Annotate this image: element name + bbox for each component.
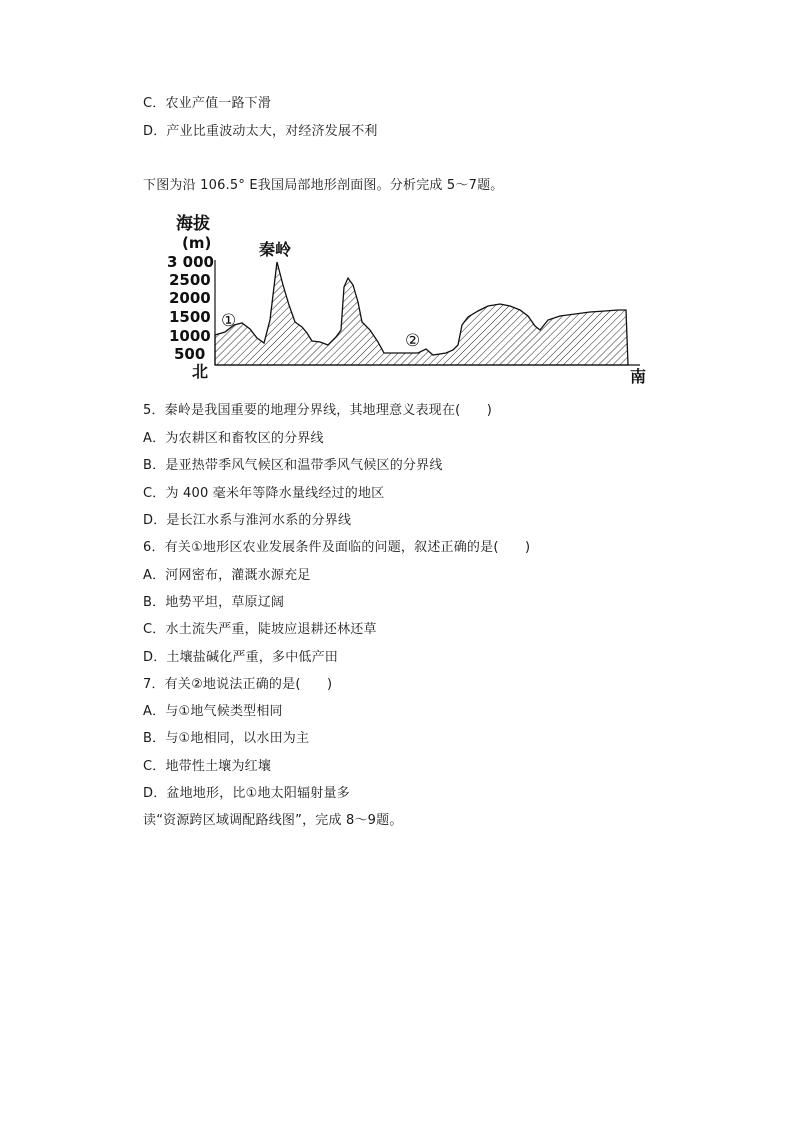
- ytick-500: 500: [174, 345, 206, 363]
- q7-option-b: B．与①地相同，以水田为主: [143, 731, 310, 746]
- next-figure-intro: 读“资源跨区域调配路线图”，完成 8～9题。: [143, 813, 403, 828]
- figure-intro: 下图为沿 106.5° E我国局部地形剖面图。分析完成 5～7题。: [143, 178, 504, 193]
- ytick-2500: 2500: [169, 271, 211, 289]
- question-6-stem: 6．有关①地形区农业发展条件及面临的问题，叙述正确的是( ): [143, 540, 531, 555]
- direction-north: 北: [192, 362, 209, 381]
- q6-option-c: C．水土流失严重，陡坡应退耕还林还草: [143, 622, 377, 637]
- peak-label-qinling: 秦岭: [259, 240, 292, 259]
- ytick-2000: 2000: [169, 289, 211, 307]
- marker-region-2: ②: [405, 331, 421, 351]
- ytick-1500: 1500: [169, 308, 211, 326]
- option-d-prev: D．产业比重波动太大，对经济发展不利: [143, 124, 378, 139]
- q6-option-a: A．河网密布，灌溉水源充足: [143, 568, 311, 583]
- question-7-stem: 7．有关②地说法正确的是( ): [143, 677, 333, 692]
- direction-south: 南: [630, 367, 647, 386]
- ytick-1000: 1000: [169, 327, 211, 345]
- question-5-stem: 5．秦岭是我国重要的地理分界线，其地理意义表现在( ): [143, 403, 493, 418]
- q7-option-c: C．地带性土壤为红壤: [143, 759, 272, 774]
- q5-option-c: C．为 400 毫米年等降水量线经过的地区: [143, 486, 385, 501]
- terrain-profile-figure: [150, 205, 670, 390]
- q6-option-b: B．地势平坦，草原辽阔: [143, 595, 285, 610]
- ylabel-line1: 海拔: [176, 214, 210, 234]
- terrain-profile: [215, 262, 628, 365]
- ytick-3000: 3 000: [167, 253, 214, 271]
- q6-option-d: D．土壤盐碱化严重，多中低产田: [143, 650, 339, 665]
- q7-option-d: D．盆地地形，比①地太阳辐射量多: [143, 786, 350, 801]
- ylabel-line2: (m): [182, 234, 212, 252]
- q7-option-a: A．与①地气候类型相同: [143, 704, 283, 719]
- marker-region-1: ①: [221, 311, 237, 331]
- q5-option-a: A．为农耕区和畜牧区的分界线: [143, 431, 324, 446]
- option-c-prev: C．农业产值一路下滑: [143, 96, 272, 111]
- q5-option-b: B．是亚热带季风气候区和温带季风气候区的分界线: [143, 458, 443, 473]
- q5-option-d: D．是长江水系与淮河水系的分界线: [143, 513, 352, 528]
